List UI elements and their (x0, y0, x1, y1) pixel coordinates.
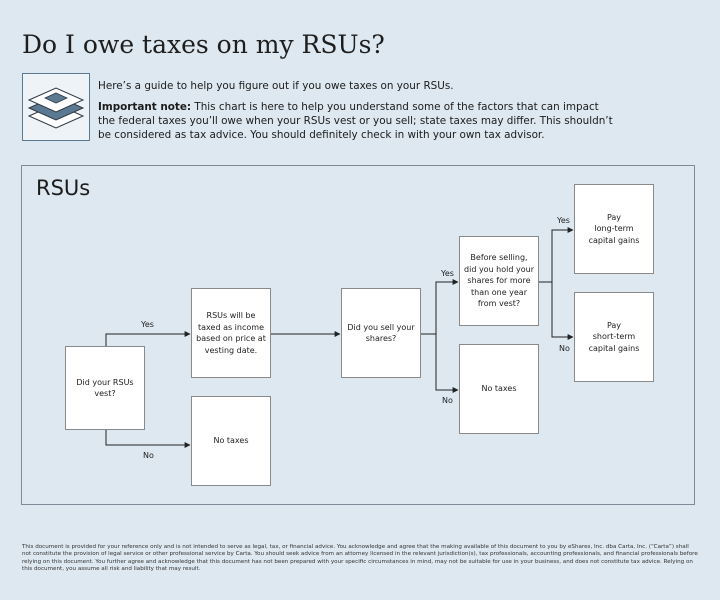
stacked-layers-icon (22, 73, 90, 141)
node-long-term-gains: Pay long-term capital gains (574, 184, 654, 274)
label-vest-no: No (143, 451, 154, 460)
label-hold-no: No (559, 344, 570, 353)
node-short-term-gains: Pay short-term capital gains (574, 292, 654, 382)
note-text: This chart is here to help you understand some of the factors that can impact the federal taxes you’ll owe when your RSUs vest or you sell; state taxes may differ. This shouldn’t be considered as tax advice. You should definitely check in with your own tax advisor. (98, 101, 613, 141)
diagram-title: RSUs (36, 176, 91, 200)
page-title: Do I owe taxes on my RSUs? (22, 30, 385, 59)
intro-block (98, 79, 618, 149)
edge-sell-no (436, 334, 458, 390)
rsu-flowchart (21, 165, 695, 505)
note-label: Important note: (98, 101, 192, 113)
label-sell-yes: Yes (441, 269, 454, 278)
node-vest: Did your RSUs vest? (65, 346, 145, 430)
edge-vest-no (106, 428, 190, 445)
edge-sell-yes (420, 282, 458, 334)
intro-text: Here’s a guide to help you figure out if you owe taxes on your RSUs. (98, 80, 454, 92)
node-no-taxes-2: No taxes (459, 344, 539, 434)
legal-disclaimer: This document is provided for your reference only and is not intended to serve as legal, tax, or financial advice. You acknowledge and agree that the making available of this document to you by eShares, Inc. dba Carta, Inc. (“Carta”) shall not constitute the provision of legal service or other professional service by Carta. You should seek advice from an attorney licensed in the relevant jurisdiction(s), tax professionals, accounting professionals, and financial professionals before relying on this document. You further agree and acknowledge that this document has not been prepared with your specific circumstances in mind, may not be suitable for use in your business, and does not constitute tax advice. Relying on this document, you assume all risk and liability that may result. (22, 544, 698, 573)
node-sell: Did you sell your shares? (341, 288, 421, 378)
label-sell-no: No (442, 396, 453, 405)
edge-hold-yes (537, 230, 573, 282)
node-hold-one-year: Before selling, did you hold your shares for more than one year from vest? (459, 236, 539, 326)
edge-hold-no (552, 282, 573, 337)
label-hold-yes: Yes (557, 216, 570, 225)
node-no-taxes-1: No taxes (191, 396, 271, 486)
edge-vest-yes (106, 334, 190, 346)
node-taxed-as-income: RSUs will be taxed as income based on price at vesting date. (191, 288, 271, 378)
label-vest-yes: Yes (141, 320, 154, 329)
important-note (98, 100, 618, 142)
